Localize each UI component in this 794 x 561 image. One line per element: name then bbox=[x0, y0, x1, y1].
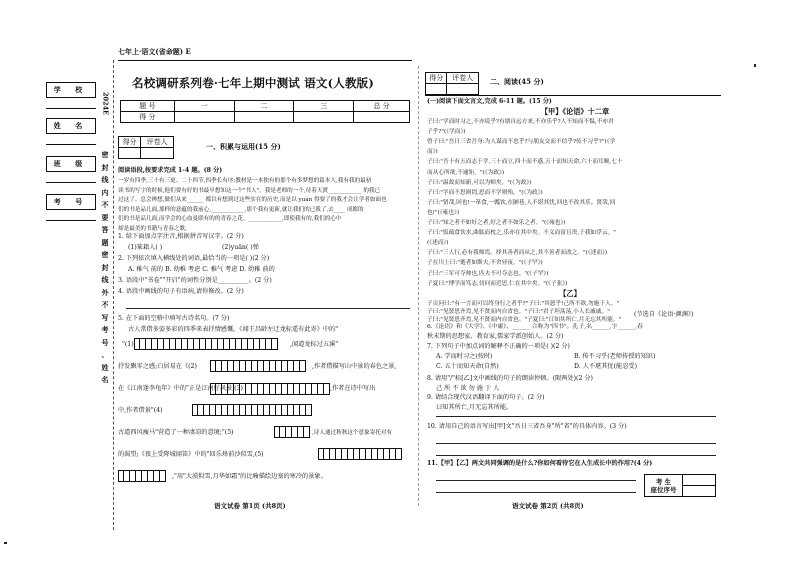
yi-source: (节选自《论语·颜渊》) bbox=[634, 311, 694, 318]
jia-line: 子曰:"知之者不如好之者,好之者不如乐之者。"(《雍也》) bbox=[427, 220, 566, 226]
seal-char: 答 bbox=[101, 225, 109, 234]
seal-char: 封 bbox=[101, 262, 109, 272]
score-table-header: 题 号 bbox=[121, 101, 175, 112]
grader-score-cell[interactable] bbox=[119, 148, 141, 159]
jia-line: 子夏曰:"博学而笃志,切问而近思,仁在其中矣。"(《子张》) bbox=[427, 280, 568, 287]
answer-line-q10[interactable] bbox=[436, 443, 716, 444]
seal-char: 号 bbox=[101, 337, 109, 347]
score-cell[interactable] bbox=[294, 112, 354, 123]
jia-line: 子曰:"三人行,必有我师焉。择其善者而从之,其不善者而改之。"(《述而》) bbox=[427, 250, 608, 257]
seal-char: 题 bbox=[101, 237, 109, 247]
answer-cell[interactable] bbox=[306, 404, 312, 416]
part2-heading: 二、阅读(45 分) bbox=[490, 77, 544, 86]
seal-notice-outside bbox=[100, 250, 110, 388]
exam-number-label: 考 号 bbox=[46, 194, 96, 210]
seal-char: 写 bbox=[101, 312, 109, 322]
seal-char: 外 bbox=[101, 287, 109, 297]
yi-line: 子贡问曰:"有一言而可以终身行之者乎?"子曰:"其恕乎!己所不欲,勿施于人。" bbox=[427, 301, 620, 307]
answer-grid[interactable] bbox=[318, 448, 402, 460]
jia-line: 而》) bbox=[427, 149, 438, 156]
answer-cell[interactable] bbox=[300, 360, 306, 372]
school-line bbox=[46, 108, 96, 109]
question-9: 9. 请结合现代汉语翻译下面的句子。(2 分) bbox=[427, 394, 545, 401]
q5-text-line: ,作者借描写山中景的春色之景, bbox=[312, 363, 397, 370]
seal-char: 不 bbox=[101, 200, 109, 209]
q5-text-line: 中,作者借景"(4) bbox=[118, 407, 163, 414]
passage-line: 过这了。总会辨想,做们从来______ 都以有想到过这些实在的历史,而是以 yuán 得要了的我才会让学者如面也 bbox=[118, 197, 387, 203]
part1-heading: 一、积累与运用(15 分) bbox=[206, 142, 281, 151]
jia-line: 子曰:"三军可夺帅也,匹夫不可夺志也。"(《子罕》) bbox=[427, 270, 549, 277]
grader-name-cell[interactable] bbox=[141, 148, 174, 159]
grader-box-2 bbox=[425, 72, 479, 95]
question-7: 7. 下列句子中加点词的解释不正确的一项是( )(2 分) bbox=[427, 343, 570, 350]
question-9-sentence: 曰知其所亡,月无忘其所能。 bbox=[436, 404, 513, 411]
grader-name-label: 评卷人 bbox=[141, 137, 174, 148]
question-1a: (1)篆籍人( ) bbox=[128, 244, 163, 251]
answer-line-q11[interactable] bbox=[436, 492, 636, 493]
seal-char: 密 bbox=[101, 150, 109, 159]
grader-score-cell[interactable] bbox=[426, 84, 447, 95]
seal-char: 姓 bbox=[101, 362, 109, 372]
question-7-option-b: B. 传不习乎(老师传授的知识) bbox=[574, 353, 656, 360]
page-1-footer: 语文试卷 第1页 (共8页) bbox=[214, 502, 286, 510]
answer-grid[interactable] bbox=[210, 360, 306, 372]
q5-text-line: 在《江南逢李龟年》中的"正是江南好风景,(3) bbox=[118, 385, 243, 392]
grader-name-label: 评卷人 bbox=[447, 73, 479, 84]
answer-grid[interactable] bbox=[134, 338, 278, 350]
seal-char: 线 bbox=[101, 175, 109, 184]
jia-line: 子在川上曰:"逝者如斯夫,不舍昼夜。"(《子罕》) bbox=[427, 260, 543, 267]
scan-speck bbox=[4, 542, 7, 544]
header-rule bbox=[118, 60, 412, 61]
answer-line-q9[interactable] bbox=[436, 416, 716, 417]
question-2-options: A. 稚气 前的 B. 幼稚 考虑 C. 稚气 考虑 D. 幼稚 前的 bbox=[128, 266, 275, 273]
page-title: 名校调研系列卷·七年上期中测试 语文(人教版) bbox=[132, 76, 374, 90]
part2-rule bbox=[425, 95, 721, 96]
jia-line: 子乎?"(《学而》) bbox=[427, 129, 466, 136]
score-table-header: 总 分 bbox=[354, 101, 410, 112]
passage-line: 们的书是品几面,那样的意蕴的我前心,____________,那个我有更新,就让我们的已我了,去____ 成都的 bbox=[118, 206, 364, 213]
grader-score-label: 得分 bbox=[426, 73, 447, 84]
passage-line: 读书的写字的时候,他们要有好的书最早想知这一个"书人"，我是老师的一个,待着天渡____________ 的我已 bbox=[118, 187, 381, 194]
yi-line: 子曰:"见贤思齐焉,见不贤而内自省也。"子曰:"君子坦荡荡,小人长戚戚。" bbox=[427, 309, 610, 315]
page-2-footer: 语文试卷 第2页 (共8页) bbox=[512, 502, 584, 510]
question-8: 8. 请用"/"标[乙]文中画线的句子的朗读停顿。(限两处)(2 分) bbox=[427, 375, 593, 382]
jia-title: 【甲】《论语》十二章 bbox=[540, 107, 610, 116]
score-table-header: 二 bbox=[234, 101, 294, 112]
question-10: 10. 请用自己的语言写出[甲]文"吾日三省吾身"所"省"的具体内容。(3 分) bbox=[427, 423, 627, 430]
answer-line-q4[interactable] bbox=[126, 308, 410, 309]
jia-line: 也!"(《雍也》) bbox=[427, 209, 460, 216]
question-2: 2. 下列依次填入横线处的词语,最恰当的一项是( )(2 分) bbox=[118, 255, 270, 262]
question-8-sentence[interactable]: 己 所 不 欲 勿 施 于 人 bbox=[436, 385, 500, 392]
scan-speck bbox=[754, 64, 756, 67]
seal-char: 名 bbox=[101, 375, 109, 384]
jia-line: 子曰:"温故而知新,可以为师矣。"(《为政》) bbox=[427, 179, 532, 186]
question-7-option-a: A. 学而时习之(按时) bbox=[436, 353, 493, 360]
yi-line: 子曰:"见贤思齐焉,见不贤而内自省也。"子夏曰:"日知其所亡,月无忘其所能。" bbox=[427, 317, 622, 323]
q5-text-line: 抒发飘零之感;白居易在《(2) bbox=[118, 363, 197, 370]
answer-cell[interactable] bbox=[304, 426, 310, 438]
seal-line bbox=[113, 60, 114, 530]
answer-cell[interactable] bbox=[396, 448, 402, 460]
q5-text-line: ,诗人通过秋秋这个意象寄托对有 bbox=[312, 430, 393, 436]
score-cell[interactable] bbox=[354, 112, 410, 123]
jia-line: 曾子曰:"吾日三省吾身:为人谋而不忠乎?与朋友交而不信乎?传不习乎?"(《学 bbox=[427, 139, 616, 146]
seal-char: 密 bbox=[101, 250, 109, 259]
jia-line: (《述而》) bbox=[427, 240, 449, 247]
jia-line: 而从心所欲,不逾矩。"(《为政》) bbox=[427, 169, 505, 176]
score-table-header: 一 bbox=[174, 101, 234, 112]
answer-grid[interactable] bbox=[210, 383, 330, 395]
question-6: 6.《论语》和《大学》、《中庸》、______ 合称为"四书"。孔子,名______,字______,春 bbox=[427, 324, 643, 330]
seal-char: 、 bbox=[101, 350, 109, 359]
q5-text-line: ,作者在诗中写出 bbox=[330, 385, 376, 392]
seal-char: 不 bbox=[101, 300, 109, 309]
question-7-option-c: C. 五十而知天命(自然) bbox=[436, 363, 499, 370]
center-fold-line bbox=[418, 66, 419, 506]
seal-char: 内 bbox=[101, 187, 109, 197]
question-4: 4. 语段中画线的句子有语病,请你修改。(2 分) bbox=[118, 288, 244, 295]
score-table-header: 三 bbox=[294, 101, 354, 112]
exam-number-line bbox=[46, 220, 96, 221]
name-line bbox=[46, 144, 96, 145]
seal-char: 要 bbox=[101, 212, 109, 222]
yi-title: 【乙】 bbox=[559, 289, 581, 298]
answer-grid[interactable] bbox=[274, 426, 310, 438]
part1-intro: 阅读语段,按要求完成 1-4 题。(8 分) bbox=[118, 167, 223, 174]
seat-number-box bbox=[644, 474, 716, 497]
question-3: 3. 语段中"书卷""开启"的词性分别是__________。(2 分) bbox=[118, 277, 272, 284]
answer-line-q10[interactable] bbox=[436, 455, 716, 456]
jia-line: 子曰:"学而时习之,不亦说乎?有朋自远方来,不亦乐乎?人不知而不愠,不亦君 bbox=[427, 119, 614, 125]
score-table-header: 得 分 bbox=[121, 112, 175, 123]
grader-box-1 bbox=[118, 136, 174, 159]
seal-char: 封 bbox=[101, 162, 109, 172]
seat-number-cell[interactable] bbox=[683, 475, 716, 486]
question-5: 5. 在下面的空格中填写古诗名句。(7 分) bbox=[118, 315, 230, 322]
q5-text-line: ,闻道龙标过五溪" bbox=[290, 341, 339, 348]
year-code: 2024E bbox=[101, 92, 110, 116]
passage-line: 却是最美的书籍与青春之歌。 bbox=[118, 225, 191, 232]
q5-text-line: 的渴望;《夜上受降城闻笛》中的"回乐烽前沙似雪,(5) bbox=[118, 451, 264, 458]
seat-number-cell[interactable] bbox=[683, 486, 716, 497]
question-6b: 秋末期的思想家、教育家,儒家学派创始人。(2 分) bbox=[427, 333, 564, 340]
score-cell[interactable] bbox=[234, 112, 294, 123]
q5-text-line: 古人常借多姿多彩的四季来表抒情感慨。《闻王昌龄左迁龙标遥有此寄》中的" bbox=[128, 326, 339, 333]
jia-line: 子曰:"吾十有五而志于学,三十而立,四十而不惑,五十而知天命,六十而耳顺,七十 bbox=[427, 159, 623, 166]
seal-char: 线 bbox=[101, 275, 109, 284]
jia-line: 子曰:"贤哉,回也!一箪食,一瓢饮,在陋巷,人不堪其忧,回也不改其乐。贤哉,回 bbox=[427, 199, 616, 206]
score-table bbox=[120, 100, 410, 123]
seat-number-label: 考 生 座位序号 bbox=[645, 475, 683, 497]
class-line bbox=[46, 182, 96, 183]
answer-cell[interactable] bbox=[272, 338, 278, 350]
jia-line: 子曰:"学而不思则罔,思而不学则殆。"(《为政》) bbox=[427, 189, 543, 196]
answer-line-q11[interactable] bbox=[436, 480, 636, 481]
school-label: 学 校 bbox=[46, 82, 96, 98]
class-label: 班 级 bbox=[46, 156, 96, 172]
answer-grid[interactable] bbox=[118, 470, 166, 482]
question-1b: (2)yuān( )弹 bbox=[222, 244, 259, 251]
passage-line: 们的书是品几面,而学会的心血曼联有的的青春之花。____________,即使我有的,我们的心中 bbox=[118, 216, 342, 222]
answer-cell[interactable] bbox=[160, 470, 166, 482]
corner-label: 七年上·语文(省命题) E bbox=[118, 47, 191, 56]
seal-char: 考 bbox=[101, 325, 109, 334]
passage-line: 一岁有四季,三十有三更。二十四节,四季长有序;教材是一本独有的那个有多梦想的篇本人,我有我的最初 bbox=[118, 178, 372, 184]
q5-text-line: 古道西风瘦马"营造了一种凄凉的意境;"(5) bbox=[118, 429, 234, 436]
grader-name-cell[interactable] bbox=[447, 84, 479, 95]
question-7-option-d: D. 人不堪其忧(能忍受) bbox=[574, 363, 638, 370]
seal-notice-inside bbox=[100, 150, 110, 250]
q5-text-line: ,"用"大漠似雪,月华如霜"的比喻描绘边塞的寒冷的景象。 bbox=[172, 473, 327, 480]
question-1: 1. 给下面加点字注音,根据拼音写汉字。(2 分) bbox=[118, 233, 244, 240]
name-label: 姓 名 bbox=[46, 118, 96, 134]
score-cell[interactable] bbox=[174, 112, 234, 123]
q5-text-line: "(1) bbox=[122, 341, 134, 348]
answer-grid[interactable] bbox=[192, 404, 312, 416]
question-11: 11.【甲】【乙】两文共同强调的是什么?你如何看待它在人生成长中的作用?(4 分) bbox=[427, 460, 653, 467]
part2-subheading: (一)阅读下面文言文,完成 6-11 题。(15 分) bbox=[427, 98, 552, 105]
grader-score-label: 得分 bbox=[119, 137, 141, 148]
jia-line: 子曰:"饭疏食饮水,曲肱而枕之,乐亦在其中矣。不义而富且贵,于我如浮云。" bbox=[427, 230, 616, 237]
